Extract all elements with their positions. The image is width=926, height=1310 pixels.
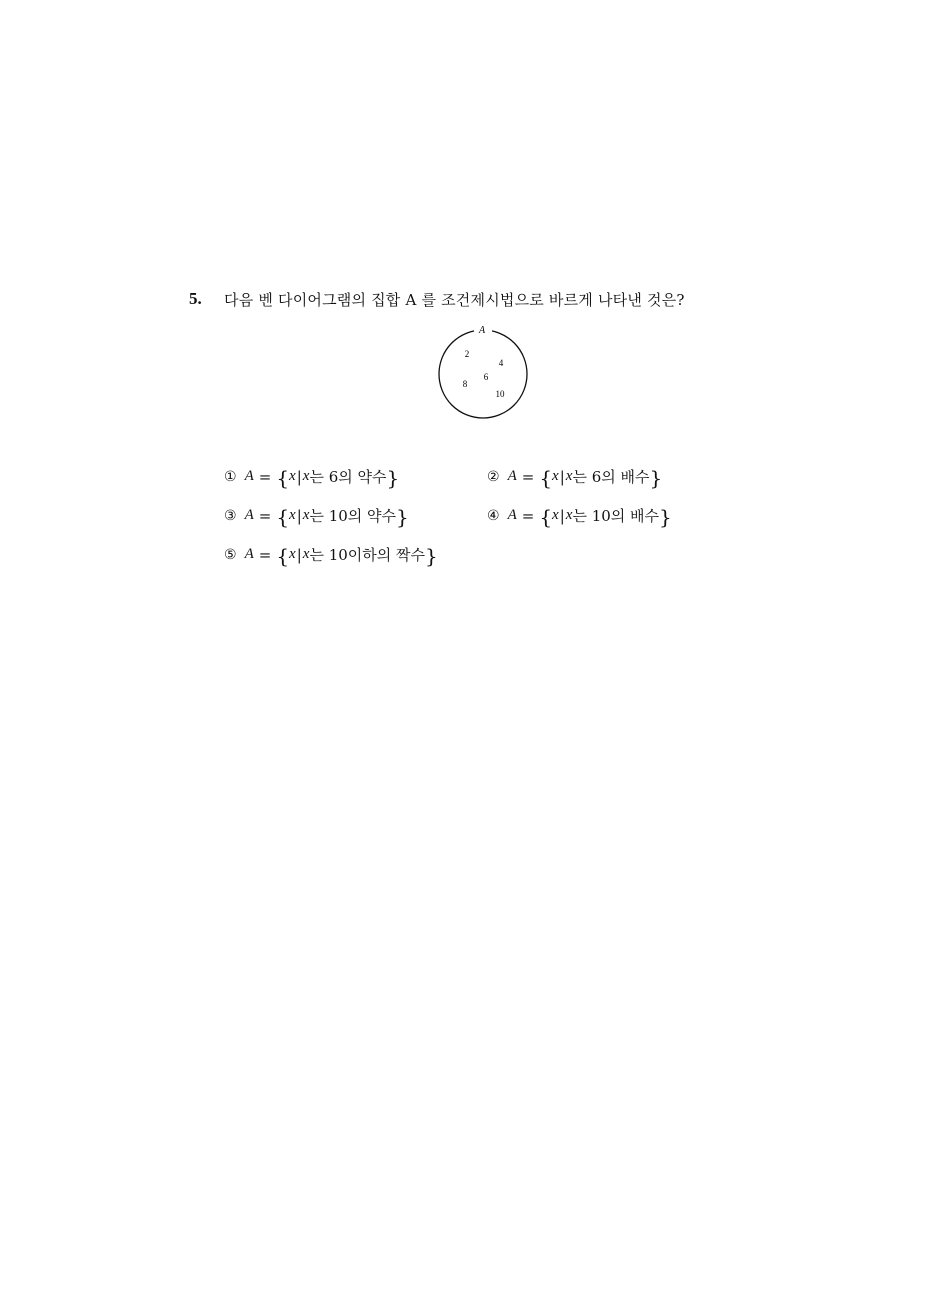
venn-element: 4	[498, 358, 504, 368]
answer-option-4[interactable]: ④ A = { x | x 는 10의 배수 }	[487, 504, 672, 529]
option-condition: 는 10이하의 짝수	[309, 546, 426, 564]
set-label: A	[478, 325, 486, 336]
question-number: 5.	[189, 289, 202, 308]
option-condition: 는 6의 약수	[309, 468, 387, 486]
option-condition: 는 10의 배수	[572, 507, 660, 525]
venn-element: 10	[495, 389, 505, 399]
option-marker: ③	[224, 507, 237, 524]
option-marker: ④	[487, 507, 500, 524]
option-marker: ⑤	[224, 546, 237, 563]
option-marker: ②	[487, 468, 500, 485]
answer-option-5[interactable]: ⑤ A = { x | x 는 10이하의 짝수 }	[224, 543, 438, 568]
option-condition: 는 6의 배수	[572, 468, 650, 486]
venn-element: 8	[462, 379, 468, 389]
option-marker: ①	[224, 468, 237, 485]
answer-option-2[interactable]: ② A = { x | x 는 6의 배수 }	[487, 465, 663, 490]
answer-option-1[interactable]: ① A = { x | x 는 6의 약수 }	[224, 465, 400, 490]
option-condition: 는 10의 약수	[309, 507, 397, 525]
venn-diagram	[430, 320, 540, 430]
venn-element: 6	[483, 372, 489, 382]
venn-element: 2	[464, 349, 470, 359]
question-text: 다음 벤 다이어그램의 집합 A 를 조건제시법으로 바르게 나타낸 것은?	[224, 291, 685, 309]
answer-option-3[interactable]: ③ A = { x | x 는 10의 약수 }	[224, 504, 409, 529]
